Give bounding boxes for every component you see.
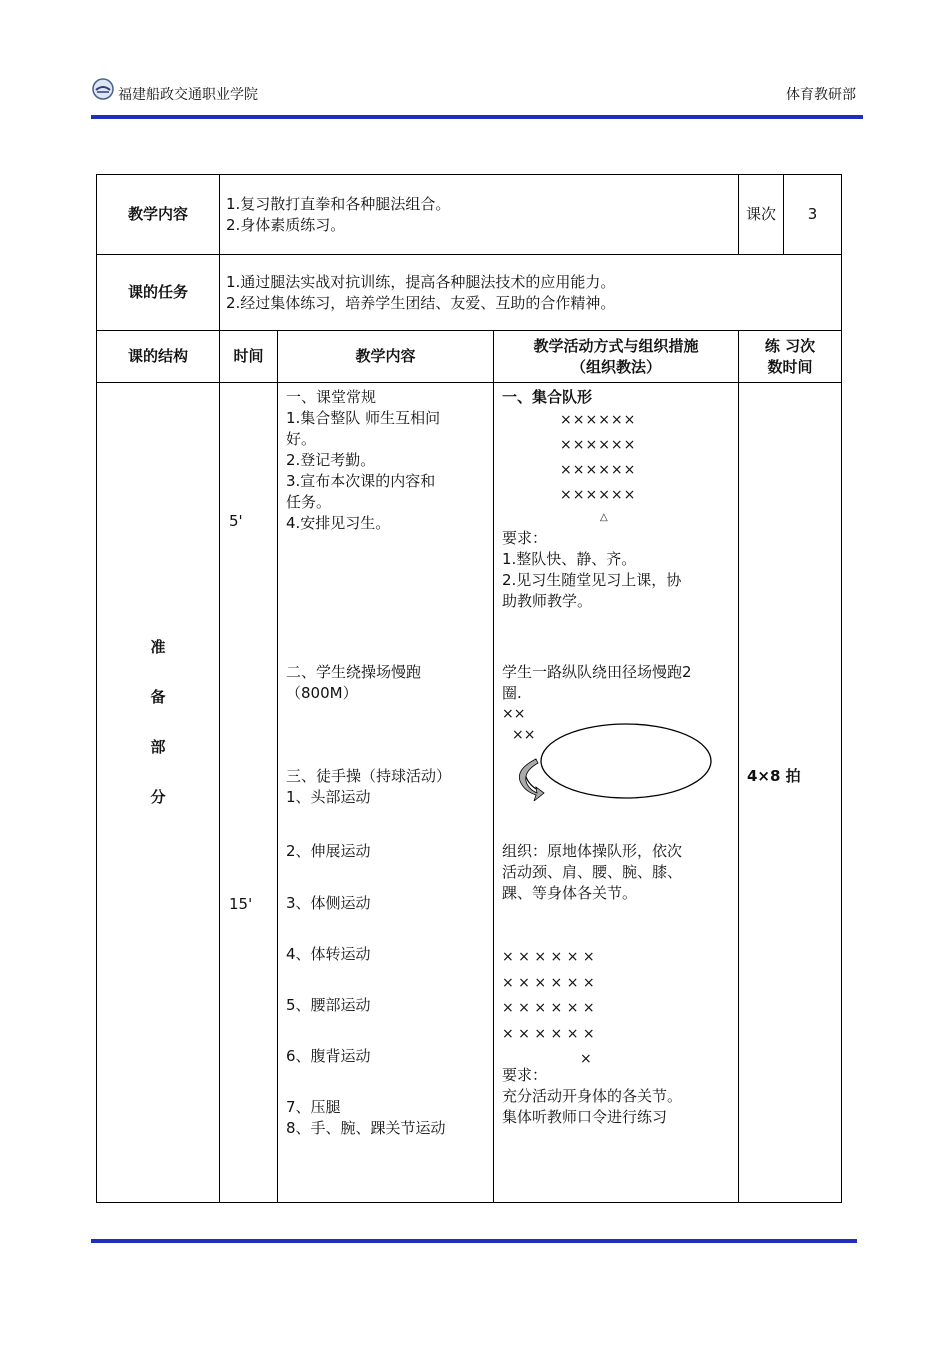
time-value-1: 5'	[229, 512, 243, 530]
formation-row: ××××××	[560, 487, 637, 503]
label-session: 课次	[739, 175, 784, 255]
section-char: 准	[150, 638, 166, 656]
school-logo-icon	[92, 78, 114, 100]
method-block-organization	[502, 841, 737, 904]
header-divider	[91, 115, 863, 119]
formation-row: × × × × × ×	[502, 949, 595, 965]
footer-divider	[91, 1239, 857, 1243]
method-line: 组织：原地体操队形，依次	[502, 842, 683, 860]
content-block-run	[286, 662, 421, 704]
formation-grid-2	[502, 945, 737, 1073]
method-line: 要求：	[502, 1066, 548, 1084]
formation-row: ××××××	[560, 462, 637, 478]
row-preparation	[97, 383, 842, 1203]
method-line: 学生一路纵队绕田径场慢跑2	[502, 663, 692, 681]
formation-row: ××××××	[560, 412, 637, 428]
lesson-plan-table	[96, 174, 842, 1203]
row-column-headers	[97, 331, 842, 383]
teaching-content-line: 2.身体素质练习。	[226, 215, 346, 234]
section-char: 部	[150, 738, 166, 756]
track-oval	[541, 724, 711, 798]
formation-grid	[502, 408, 737, 508]
header-method	[494, 331, 739, 383]
content-line: 1.集合整队 师生互相问	[286, 409, 441, 427]
method-line: 要求：	[502, 529, 548, 547]
practice-cell	[739, 383, 842, 1203]
content-cell	[278, 383, 494, 1203]
method-line: 2.见习生随堂见习上课，协	[502, 571, 682, 589]
row-lesson-task	[97, 255, 842, 331]
method-line: 1.整队快、静、齐。	[502, 550, 637, 568]
content-line: 8、手、腕、踝关节运动	[286, 1119, 446, 1137]
direction-arrow-fill	[519, 759, 544, 801]
teaching-content-cell	[220, 175, 739, 255]
school-name: 福建船政交通职业学院	[118, 87, 258, 103]
method-block-requirements	[502, 1065, 737, 1128]
content-line: 1、头部运动	[286, 788, 371, 806]
method-line: ××	[502, 706, 526, 722]
content-line: 好。	[286, 430, 317, 448]
content-block-exercise	[286, 766, 451, 808]
running-track-diagram	[506, 719, 716, 801]
header-content: 教学内容	[278, 331, 494, 383]
row-teaching-content	[97, 175, 842, 255]
content-line: （800M）	[286, 684, 358, 702]
section-label	[97, 383, 219, 808]
lesson-task-line: 2.经过集体练习，培养学生团结、友爱、互助的合作精神。	[226, 293, 616, 312]
content-block-end	[286, 1097, 446, 1139]
content-line: 二、学生绕操场慢跑	[286, 663, 422, 681]
session-number: 3	[784, 175, 842, 255]
header-practice-line1: 练 习次	[764, 336, 816, 355]
department-name: 体育教研部	[786, 87, 856, 103]
method-title: 一、集合队形	[502, 388, 593, 406]
header-time: 时间	[220, 331, 278, 383]
teacher-mark: ×	[580, 1051, 592, 1067]
lesson-task-cell	[220, 255, 842, 331]
method-line: 活动颈、肩、腰、腕、膝、	[502, 863, 683, 881]
header-structure: 课的结构	[97, 331, 220, 383]
section-char: 分	[150, 788, 166, 806]
content-line: 3、体侧运动	[286, 894, 371, 912]
content-line: 3.宣布本次课的内容和	[286, 472, 436, 490]
section-label-cell	[97, 383, 220, 1203]
content-line: 2.登记考勤。	[286, 451, 376, 469]
content-line: 2、伸展运动	[286, 842, 371, 860]
lesson-task-line: 1.通过腿法实战对抗训练，提高各种腿法技术的应用能力。	[226, 272, 616, 291]
header-practice-line2: 数时间	[767, 357, 813, 376]
content-line: 5、腰部运动	[286, 996, 371, 1014]
method-line: 圈.	[502, 684, 522, 702]
content-line: 4.安排见习生。	[286, 514, 391, 532]
content-block-routine	[286, 387, 492, 534]
practice-count: 4×8 拍	[747, 767, 801, 785]
teacher-triangle-icon: △	[600, 512, 608, 523]
page-header	[92, 76, 862, 114]
method-line: 充分活动开身体的各关节。	[502, 1087, 683, 1105]
header-method-line2: （组织教法）	[570, 357, 661, 376]
method-line: 助教师教学。	[502, 592, 593, 610]
method-block-formation	[502, 387, 737, 612]
section-char: 备	[150, 688, 166, 706]
method-line: ××	[512, 727, 536, 743]
label-teaching-content: 教学内容	[97, 175, 220, 255]
content-line: 4、体转运动	[286, 945, 371, 963]
formation-row: × × × × × ×	[502, 1000, 595, 1016]
formation-row: × × × × × ×	[502, 1025, 595, 1042]
teaching-content-line: 1.复习散打直拳和各种腿法组合。	[226, 194, 451, 213]
header-method-line1: 教学活动方式与组织措施	[533, 336, 699, 355]
method-cell	[494, 383, 739, 1203]
content-line: 一、课堂常规	[286, 388, 377, 406]
method-line: 踝、等身体各关节。	[502, 884, 638, 902]
time-value-2: 15'	[229, 895, 253, 913]
content-line: 任务。	[286, 493, 332, 511]
label-lesson-task: 课的任务	[97, 255, 220, 331]
time-cell	[220, 383, 278, 1203]
header-practice	[739, 331, 842, 383]
formation-row: ××××××	[560, 437, 637, 453]
content-line: 三、徒手操（持球活动）	[286, 767, 452, 785]
content-line: 6、腹背运动	[286, 1047, 371, 1065]
formation-row: × × × × × ×	[502, 974, 595, 991]
method-line: 集体听教师口令进行练习	[502, 1108, 668, 1126]
content-line: 7、压腿	[286, 1098, 341, 1116]
